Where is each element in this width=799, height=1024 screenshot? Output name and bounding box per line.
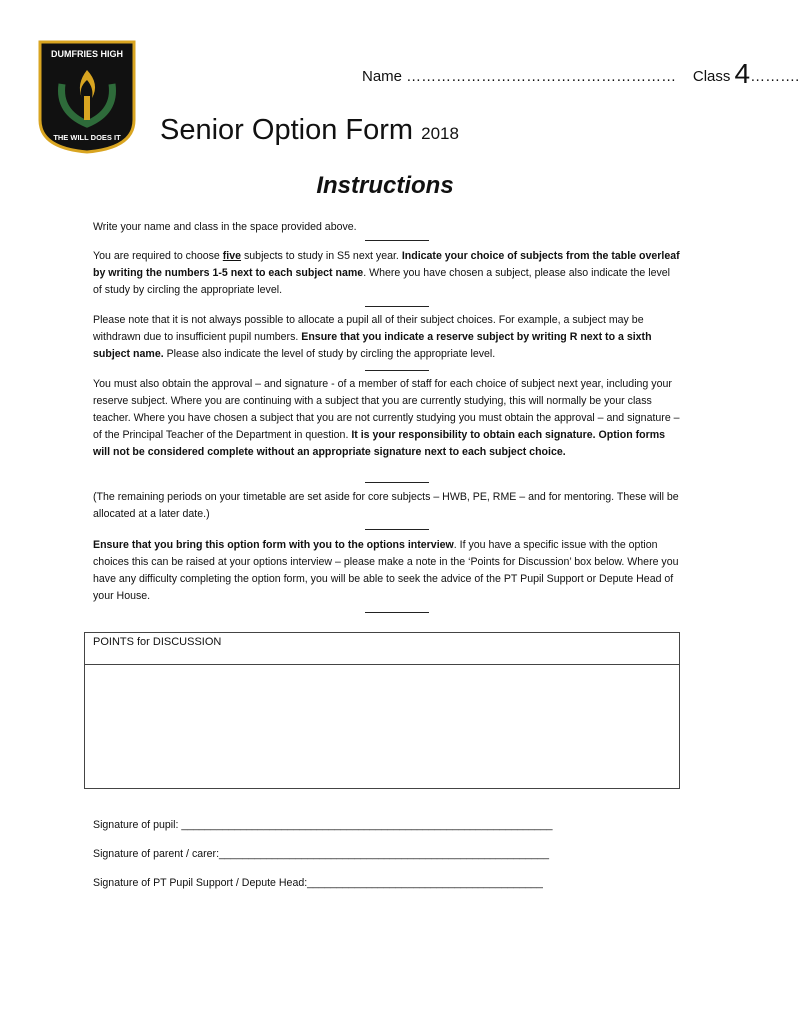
name-class-line (362, 58, 799, 90)
title-year: 2018 (421, 124, 459, 143)
separator (365, 482, 429, 483)
separator (365, 612, 429, 613)
instruction-paragraph-1: Write your name and class in the space provided above. (93, 221, 357, 233)
instruction-paragraph-2: You are required to choose five subjects to study in S5 next year. Indicate your choice of subjects from the table overleaf by writing the numbers 1-5 next to each subject name. Where you have chosen a subject, please also indicate the level of study by circling the appropriate level. (93, 250, 680, 296)
instruction-paragraph-5: (The remaining periods on your timetable are set aside for core subjects – HWB, PE, RME – and for mentoring. These will be allocated at a later date.) (93, 491, 679, 520)
parent-signature-line[interactable]: Signature of parent / carer:________________________________________________________ (93, 848, 549, 860)
title-text: Senior Option Form (160, 114, 414, 146)
instruction-paragraph-4: You must also obtain the approval – and signature - of a member of staff for each choice of subject next year, including your reserve subject. Where you are continuing with a subject that you are currently studying, this will normally be your class teacher. Where you have chosen a subject that you are not currently studying you must obtain the approval – and signature – of the Principal Teacher of the Department in question. It is your responsibility to obtain each signature. Option forms will not be considered complete without an appropriate signature next to each subject choice. (93, 378, 680, 458)
school-crest-logo (38, 40, 136, 154)
instruction-paragraph-6: Ensure that you bring this option form with you to the options interview. If you have a specific issue with the option choices this can be raised at your options interview – please make a note in the ‘Points for Discussion’ box below. Where you have any difficulty completing the option form, you will be able to seek the advice of the PT Pupil Support or Depute Head of your House. (93, 539, 679, 602)
separator (365, 370, 429, 371)
name-field-label[interactable]: Name ……………………………………………… (362, 68, 677, 85)
discussion-box-content[interactable] (85, 665, 679, 789)
page-title (160, 114, 459, 147)
discussion-box-title: POINTS for DISCUSSION (85, 633, 679, 665)
class-field-label: Class (692, 68, 731, 85)
separator (365, 240, 429, 241)
instructions-heading: Instructions (316, 172, 454, 199)
separator (365, 529, 429, 530)
instruction-paragraph-3: Please note that it is not always possible to allocate a pupil all of their subject choices. For example, a subject may be withdrawn due to insufficient pupil numbers. Ensure that you indicate a reserve subject by writing R next to a sixth subject name. Please also indicate the level of study by circling the appropriate level. (93, 314, 652, 360)
pt-signature-line[interactable]: Signature of PT Pupil Support / Depute Head:________________________________________ (93, 877, 543, 889)
svg-text:THE WILL DOES IT: THE WILL DOES IT (53, 133, 121, 142)
points-for-discussion-box (84, 632, 680, 789)
svg-text:DUMFRIES HIGH: DUMFRIES HIGH (51, 49, 123, 59)
class-dots[interactable]: ………. (750, 68, 799, 85)
separator (365, 306, 429, 307)
class-number: 4 (734, 58, 751, 89)
pupil-signature-line[interactable]: Signature of pupil: _______________________________________________________________ (93, 819, 553, 831)
